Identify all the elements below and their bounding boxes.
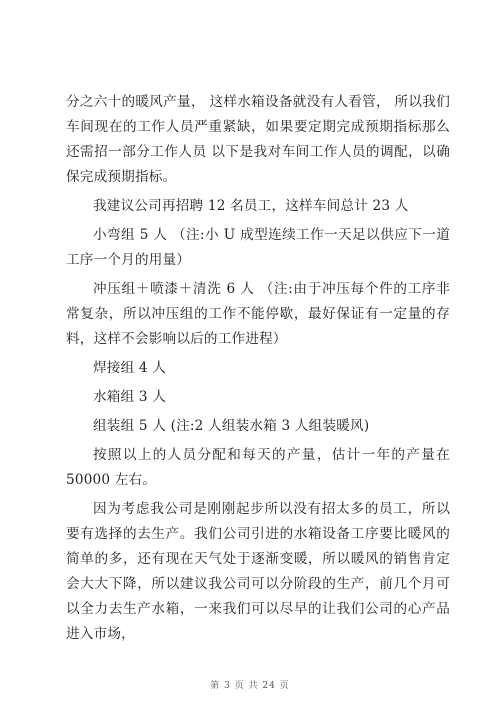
paragraph: 分之六十的暖风产量， 这样水箱设备就没有人看管， 所以我们车间现在的工作人员严重紧缺，如果要定期完成预期指标那么还需招一部分工作人员 以下是我对车间工作人员的调配，以确保完成预期指标。	[66, 94, 450, 185]
paragraph: 我建议公司再招聘 12 名员工，这样车间总计 23 人	[93, 198, 409, 214]
document-body	[66, 90, 450, 647]
page-number-footer: 第 3 页 共 24 页	[210, 681, 290, 691]
paragraph: 因为考虑我公司是刚刚起步所以没有招太多的员工，所以要有选择的去生产。我们公司引进的水箱设备工序要比暖风的简单的多，还有现在天气处于逐渐变暖，所以暖风的销售肯定会大大下降，所以建议我公司可以分阶段的生产，前几个月可以全力去生产水箱，一来我们可以尽早的让我们公司的心产品进入市场，	[66, 501, 450, 642]
paragraph: 小弯组 5 人 （注:小 U 成型连续工作一天足以供应下一道工序一个月的用量）	[66, 227, 450, 268]
paragraph: 冲压组＋喷漆＋清洗 6 人 （注:由于冲压每个件的工序非常复杂，所以冲压组的工作不能停歇，最好保证有一定量的存料，这样不会影响以后的工作进程）	[66, 281, 450, 347]
paragraph: 焊接组 4 人	[93, 360, 167, 376]
paragraph: 组装组 5 人 (注:2 人组装水箱 3 人组装暖风)	[93, 418, 370, 434]
paragraph: 按照以上的人员分配和每天的产量，估计一年的产量在 50000 左右。	[66, 447, 450, 488]
paragraph: 水箱组 3 人	[93, 389, 167, 405]
